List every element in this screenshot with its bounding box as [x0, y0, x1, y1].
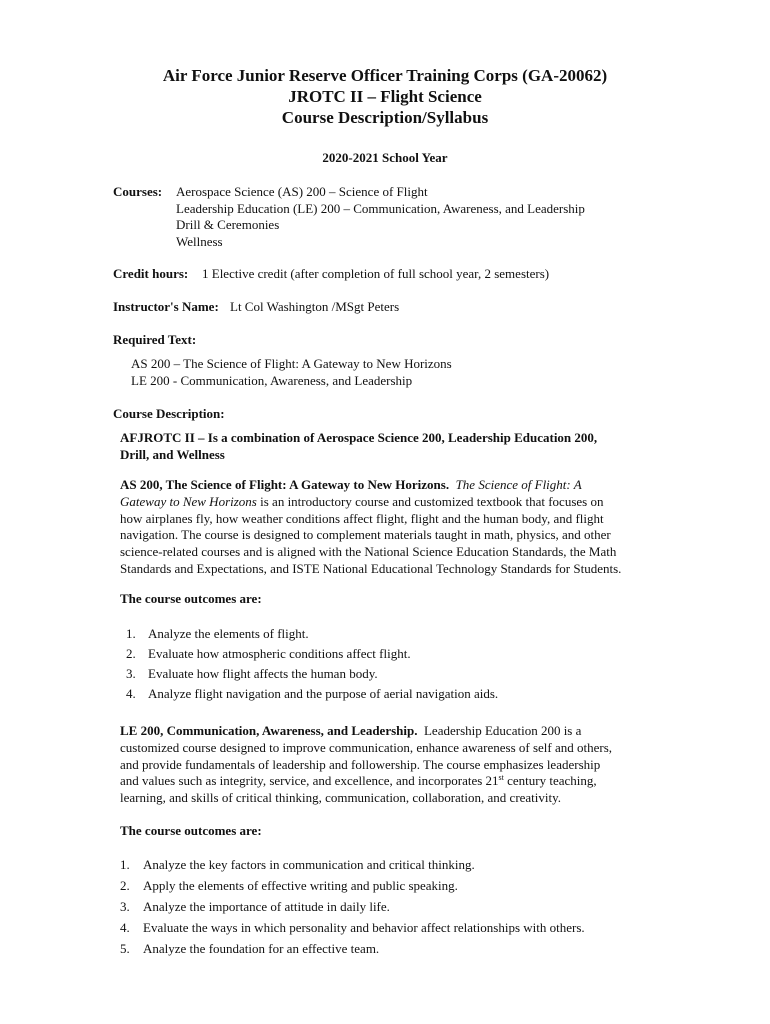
outcome-text: Analyze the importance of attitude in daily life.: [143, 899, 390, 914]
course-item: Aerospace Science (AS) 200 – Science of Flight: [176, 184, 428, 199]
outcome-number: 1.: [120, 857, 130, 872]
le200-text: and values such as integrity, service, and excellence, and incorporates 21: [120, 773, 499, 789]
outcome-number: 4.: [126, 686, 136, 701]
outcome-text: Evaluate the ways in which personality and behavior affect relationships with others.: [143, 920, 585, 935]
course-description-intro: AFJROTC II – Is a combination of Aerospace Science 200, Leadership Education 200,: [120, 430, 598, 445]
outcome-text: Evaluate how flight affects the human body.: [148, 666, 378, 681]
as200-text: is an introductory course and customized textbook that focuses on: [260, 493, 604, 509]
outcome-number: 1.: [126, 626, 136, 641]
outcome-number: 3.: [120, 899, 130, 914]
credit-hours-value: 1 Elective credit (after completion of full school year, 2 semesters): [202, 266, 550, 281]
outcome-text: Analyze the key factors in communication and critical thinking.: [143, 857, 475, 872]
course-item: Leadership Education (LE) 200 – Communication, Awareness, and Leadership: [176, 201, 585, 216]
outcome-text: Apply the elements of effective writing and public speaking.: [143, 878, 458, 893]
school-year: 2020-2021 School Year: [322, 150, 448, 165]
outcome-text: Evaluate how atmospheric conditions affect flight.: [148, 646, 411, 661]
as200-book-title: The Science of Flight: A: [455, 477, 582, 492]
as200-paragraph: [120, 477, 621, 578]
as200-text: Standards and Expectations, and ISTE National Educational Technology Standards for Students.: [120, 560, 622, 576]
outcome-text: Analyze flight navigation and the purpose of aerial navigation aids.: [148, 686, 499, 701]
outcome-text: Analyze the elements of flight.: [148, 626, 309, 641]
course-description-label: Course Description:: [113, 406, 225, 421]
le200-text: customized course designed to improve communication, enhance awareness of self and others,: [120, 739, 613, 755]
outcome-text: Analyze the foundation for an effective team.: [143, 941, 380, 956]
course-item: Drill & Ceremonies: [176, 217, 280, 232]
as200-outcomes-label: The course outcomes are:: [120, 591, 262, 606]
course-description-intro: Drill, and Wellness: [120, 447, 225, 462]
course-item: Wellness: [176, 234, 223, 249]
le200-paragraph: [120, 723, 612, 807]
outcome-number: 2.: [126, 646, 136, 661]
le200-superscript: st: [498, 773, 504, 783]
credit-hours-label: Credit hours:: [113, 266, 189, 281]
le200-text: Leadership Education 200 is a: [423, 723, 582, 738]
outcome-number: 4.: [120, 920, 130, 935]
as200-book-title: Gateway to New Horizons: [120, 493, 257, 509]
instructor-label: Instructor's Name:: [113, 299, 219, 314]
title-line-1: Air Force Junior Reserve Officer Training Corps (GA-20062): [162, 66, 608, 85]
required-text-label: Required Text:: [113, 332, 197, 347]
as200-text: navigation. The course is designed to complement materials taught in math, physics, and other: [120, 527, 611, 543]
le200-heading: LE 200, Communication, Awareness, and Leadership.: [120, 723, 418, 738]
title-line-2: JROTC II – Flight Science: [288, 87, 482, 106]
le200-text: century teaching,: [503, 773, 597, 789]
instructor-value: Lt Col Washington /MSgt Peters: [230, 299, 400, 314]
outcome-number: 5.: [120, 941, 130, 956]
le200-text: learning, and skills of critical thinking, communication, collaboration, and creativity.: [120, 790, 562, 806]
title-line-3: Course Description/Syllabus: [281, 108, 489, 127]
le200-text: and provide fundamentals of leadership and followership. The course emphasizes leadership: [120, 756, 601, 772]
outcome-number: 2.: [120, 878, 130, 893]
as200-text: how airplanes fly, how weather conditions affect flight, flight and the human body, and flight: [120, 510, 604, 526]
le200-outcomes-label: The course outcomes are:: [120, 823, 262, 838]
required-text-item: AS 200 – The Science of Flight: A Gateway to New Horizons: [131, 356, 452, 371]
as200-heading: AS 200, The Science of Flight: A Gateway to New Horizons.: [120, 477, 450, 492]
courses-label: Courses:: [113, 184, 163, 199]
outcome-number: 3.: [126, 666, 136, 681]
required-text-item: LE 200 - Communication, Awareness, and Leadership: [131, 373, 413, 388]
as200-text: science-related courses and is aligned with the National Science Education Standards, the Math: [120, 544, 617, 560]
